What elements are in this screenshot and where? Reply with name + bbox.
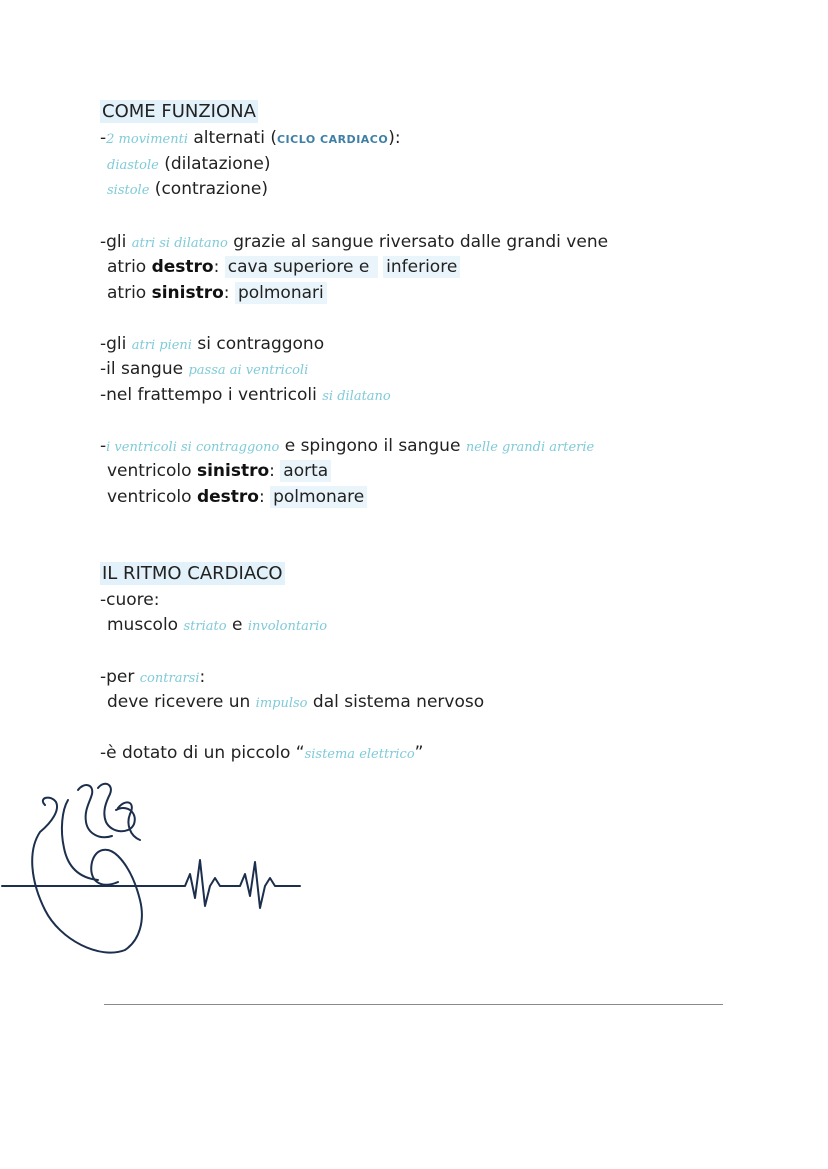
text-line: -cuore: (100, 590, 160, 610)
text-line: -gli atri pieni si contraggono (100, 334, 325, 354)
text-line: deve ricevere un impulso dal sistema nervoso (107, 692, 485, 712)
text-line: -nel frattempo i ventricoli si dilatano (100, 385, 391, 405)
section-title: COME FUNZIONA (102, 101, 256, 122)
text-line: atrio destro: cava superiore e inferiore (107, 255, 460, 279)
text-line: sistole (contrazione) (107, 179, 268, 199)
text-line: ventricolo sinistro: aorta (107, 459, 331, 483)
text-line: atrio sinistro: polmonari (107, 281, 327, 305)
text-line: -è dotato di un piccolo “sistema elettrico” (100, 743, 424, 763)
section-title: IL RITMO CARDIACO (102, 563, 283, 584)
heart-ecg-drawing (0, 770, 310, 970)
text-line: muscolo striato e involontario (107, 615, 328, 635)
divider (104, 1004, 723, 1005)
text-line: -i ventricoli si contraggono e spingono il sangue nelle grandi arterie (100, 436, 595, 456)
text-line: -per contrarsi: (100, 667, 206, 687)
text-line: diastole (dilatazione) (107, 154, 271, 174)
text-line: -2 movimenti alternati (CICLO CARDIACO): (100, 128, 401, 148)
text-line: -gli atri si dilatano grazie al sangue riversato dalle grandi vene (100, 232, 609, 252)
text-line: -il sangue passa ai ventricoli (100, 359, 309, 379)
text-line: ventricolo destro: polmonare (107, 485, 367, 509)
